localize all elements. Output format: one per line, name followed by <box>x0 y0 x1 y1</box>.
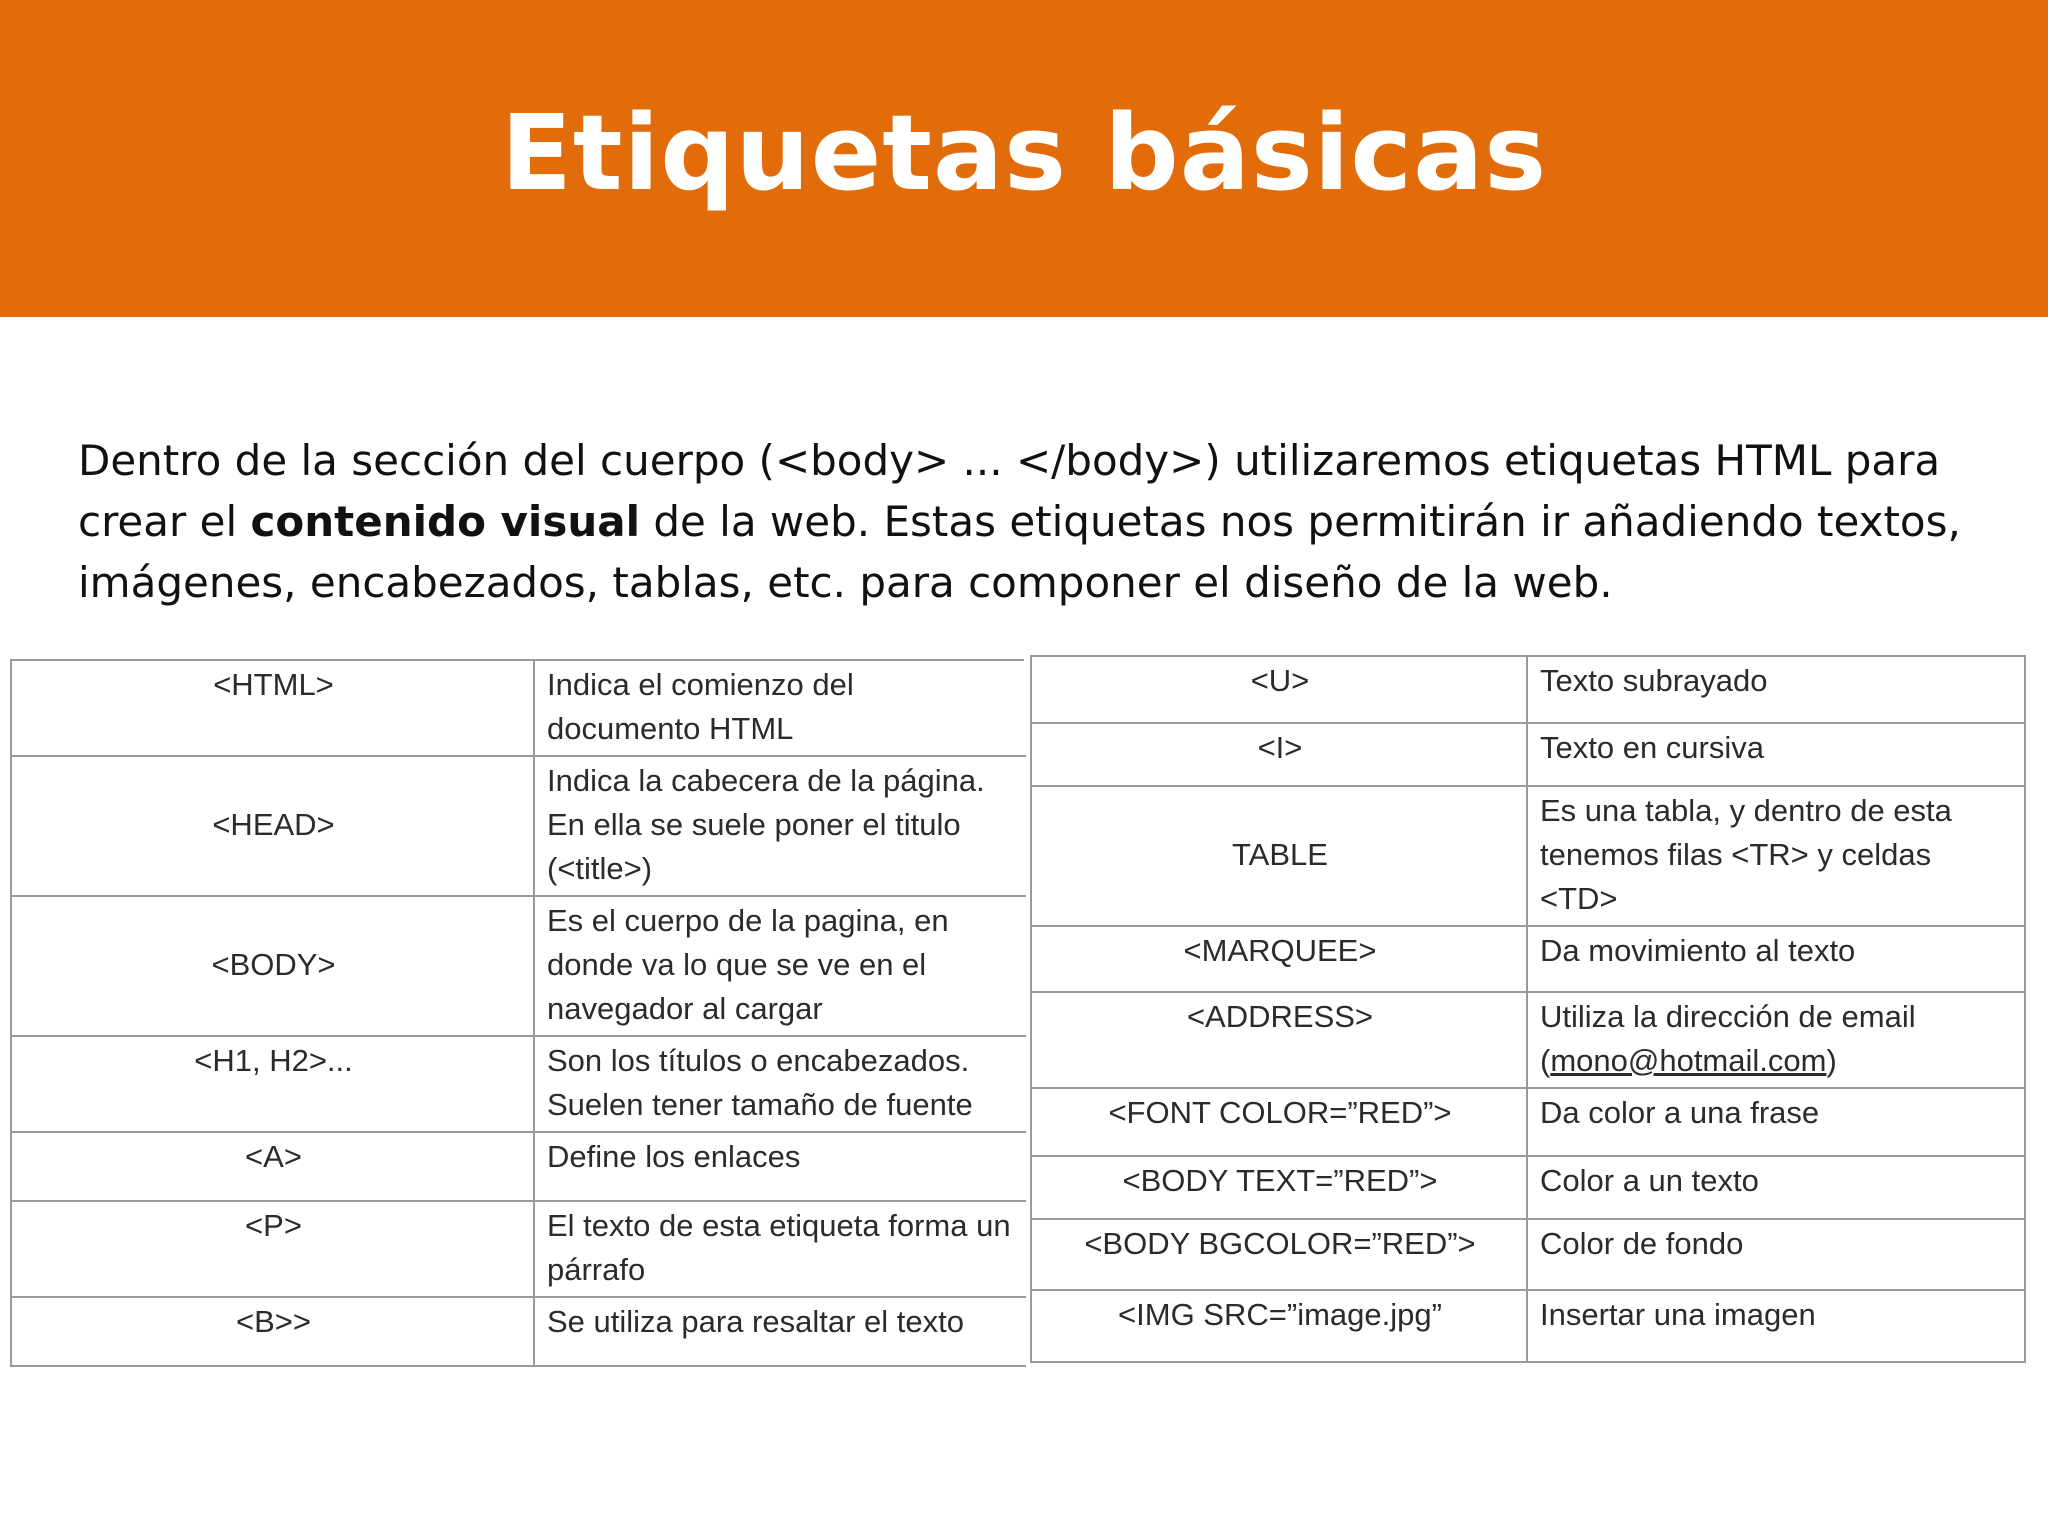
table-row <box>1031 1156 2025 1219</box>
table-row <box>1031 723 2025 786</box>
table-row <box>1031 1219 2025 1290</box>
table-row <box>1031 786 2025 926</box>
desc-cell: Son los títulos o encabezados. Suelen tener tamaño de fuente <box>534 1036 1025 1132</box>
tag-cell: <H1, H2>... <box>11 1036 534 1132</box>
table-row <box>11 1297 1025 1366</box>
table-row <box>1031 926 2025 992</box>
tag-cell: <B>> <box>11 1297 534 1366</box>
desc-cell: Es el cuerpo de la pagina, en donde va lo que se ve en el navegador al cargar <box>534 896 1025 1036</box>
desc-cell: Es una tabla, y dentro de esta tenemos filas <TR> y celdas <TD> <box>1527 786 2025 926</box>
table-row <box>11 660 1025 756</box>
desc-cell <box>1527 992 2025 1088</box>
tag-cell: <FONT COLOR=”RED”> <box>1031 1088 1527 1156</box>
tag-cell: <ADDRESS> <box>1031 992 1527 1088</box>
tag-cell: <HTML> <box>11 660 534 756</box>
desc-text: Utiliza la dirección de email ( <box>1540 999 1916 1078</box>
tag-cell: <HEAD> <box>11 756 534 896</box>
table-row <box>1031 992 2025 1088</box>
intro-text-2: de la web. Estas etiquetas nos permitirán ir añadiendo textos, imágenes, encabezados, tablas, etc. para componer el diseño de la web. <box>78 497 1961 607</box>
table-row <box>1031 656 2025 723</box>
desc-cell: El texto de esta etiqueta forma un párrafo <box>534 1201 1025 1297</box>
desc-cell: Texto subrayado <box>1527 656 2025 723</box>
desc-cell: Da color a una frase <box>1527 1088 2025 1156</box>
table-row <box>1031 1088 2025 1156</box>
table-row <box>11 1132 1025 1201</box>
tag-cell: <MARQUEE> <box>1031 926 1527 992</box>
title-banner <box>0 0 2048 317</box>
tag-cell: <I> <box>1031 723 1527 786</box>
tag-cell: <BODY TEXT=”RED”> <box>1031 1156 1527 1219</box>
tag-cell: <U> <box>1031 656 1527 723</box>
desc-cell: Color de fondo <box>1527 1219 2025 1290</box>
desc-cell: Indica la cabecera de la página. En ella se suele poner el titulo (<title>) <box>534 756 1025 896</box>
desc-cell: Da movimiento al texto <box>1527 926 2025 992</box>
desc-text-end: ) <box>1826 1043 1837 1078</box>
intro-text-1: Dentro de la sección del cuerpo (<body> ... </body>) utilizaremos etiquetas HTML para crear el <box>78 436 1941 546</box>
desc-cell: Color a un texto <box>1527 1156 2025 1219</box>
desc-cell: Indica el comienzo del documento HTML <box>534 660 1025 756</box>
desc-cell: Define los enlaces <box>534 1132 1025 1201</box>
intro-paragraph <box>78 430 1978 613</box>
tag-cell: <BODY> <box>11 896 534 1036</box>
table-row <box>11 1201 1025 1297</box>
email-link[interactable]: mono@hotmail.com <box>1550 1043 1827 1078</box>
table-row <box>11 756 1025 896</box>
slide-title: Etiquetas básicas <box>500 91 1548 214</box>
table-row <box>11 896 1025 1036</box>
tag-cell: TABLE <box>1031 786 1527 926</box>
right-tags-table <box>1030 655 2026 1363</box>
desc-cell: Insertar una imagen <box>1527 1290 2025 1362</box>
tag-cell: <P> <box>11 1201 534 1297</box>
left-tags-table <box>10 659 1026 1367</box>
desc-cell: Se utiliza para resaltar el texto <box>534 1297 1025 1366</box>
tag-cell: <A> <box>11 1132 534 1201</box>
intro-bold-text: contenido visual <box>250 497 640 546</box>
table-row <box>1031 1290 2025 1362</box>
table-row <box>11 1036 1025 1132</box>
desc-cell: Texto en cursiva <box>1527 723 2025 786</box>
tag-cell: <BODY BGCOLOR=”RED”> <box>1031 1219 1527 1290</box>
tag-cell: <IMG SRC=”image.jpg” <box>1031 1290 1527 1362</box>
